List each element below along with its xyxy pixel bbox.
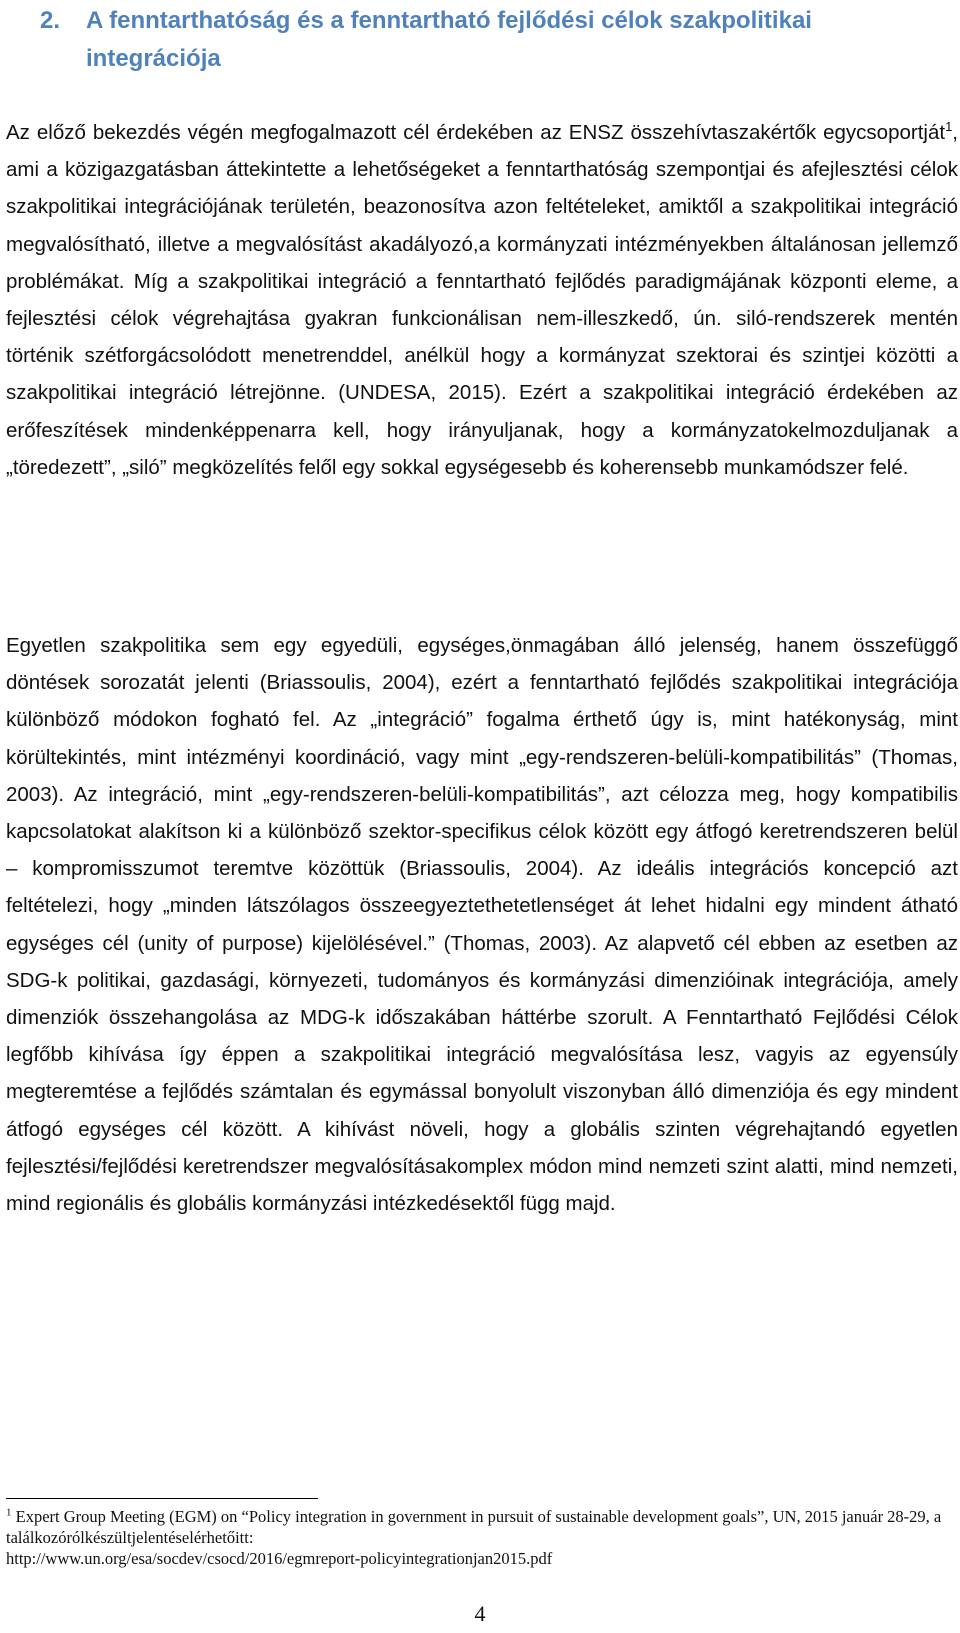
footnote-reference[interactable]: 1 (945, 119, 953, 135)
paragraph-1 (6, 114, 958, 486)
section-heading (40, 2, 940, 78)
page-number: 4 (474, 1601, 486, 1626)
paragraph-1-text-start: Az előző bekezdés végén megfogalmazott cél érdekében az ENSZ összehívtaszakértők egycsoportját (6, 121, 946, 144)
footnote (6, 1506, 956, 1569)
paragraph-1-text-end: , ami a közigazgatásban áttekintette a lehetőségeket a fenntarthatóság szempontjai és afejlesztési célok szakpolitikai integrációjának területén, beazonosítva azon feltételeket, amiktől a szakpolitikai integráció megvalósítható, illetve a megvalósítást akadályozó,a kormányzati intézményekben általánosan jellemző problémákat. Míg a szakpolitikai integráció a fenntartható fejlődés paradigmájának központi eleme, a fejlesztési célok végrehajtása gyakran funkcionálisan nem-illeszkedő, ún. siló-rendszerek mentén történik szétforgácsolódott menetrenddel, anélkül hogy a kormányzat szektorai és szintjei közötti a szakpolitikai integráció létrejönne. (UNDESA, 2015). Ezért a szakpolitikai integráció érdekében az erőfeszítések mindenképpenarra kell, hogy irányuljanak, hogy a kormányzatokelmozduljanak a „töredezett”, „siló” megközelítés felől egy sokkal egységesebb és koherensebb munkamódszer felé. (6, 121, 958, 479)
footnote-separator (6, 1498, 318, 1499)
paragraph-2: Egyetlen szakpolitika sem egy egyedüli, egységes,önmagában álló jelenség, hanem összefüggő döntések sorozatát jelenti (Briassoulis, 2004), ezért a fenntartható fejlődés szakpolitikai integrációja különböző módokon fogható fel. Az „integráció” fogalma érthető úgy is, mint hatékonyság, mint körültekintés, mint intézményi koordináció, vagy mint „egy-rendszeren-belüli-kompatibilitás” (Thomas, 2003). Az integráció, mint „egy-rendszeren-belüli-kompatibilitás”, azt célozza meg, hogy kompatibilis kapcsolatokat alakítson ki a különböző szektor-specifikus célok között egy átfogó keretrendszeren belül – kompromisszumot teremtve közöttük (Briassoulis, 2004). Az ideális integrációs koncepció azt feltételezi, hogy „minden látszólagos összeegyeztethetetlenséget át lehet hidalni egy mindent átható egységes cél (unity of purpose) kijelölésével.” (Thomas, 2003). Az alapvető cél ebben az esetben az SDG-k politikai, gazdasági, környezeti, tudományos és kormányzási dimenzióinak integrációja, amely dimenziók összehangolása az MDG-k időszakában háttérbe szorult. A Fenntartható Fejlődési Célok legfőbb kihívása így éppen a szakpolitikai integráció megvalósítása lesz, vagyis az egyensúly megteremtése a fejlődés számtalan és egymással bonyolult viszonyban álló dimenziója és egy mindent átfogó egységes cél között. A kihívást növeli, hogy a globális szinten végrehajtandó egyetlen fejlesztési/fejlődési keretrendszer megvalósításakomplex módon mind nemzeti szint alatti, mind nemzeti, mind regionális és globális kormányzási intézkedésektől függ majd. (6, 634, 958, 1216)
section-title: A fenntarthatóság és a fenntartható fejlődési célok szakpolitikai integrációja (86, 7, 812, 72)
footnote-text: Expert Group Meeting (EGM) on “Policy integration in government in pursuit of sustainable development goals”, UN, 2015 január 28-29, a találkozórólkészültjelentéselérhetőitt: (6, 1507, 942, 1547)
section-number: 2. (40, 7, 61, 34)
footnote-url[interactable]: http://www.un.org/esa/socdev/csocd/2016/egmreport-policyintegrationjan2015.pdf (6, 1549, 553, 1568)
footnote-mark: 1 (6, 1506, 12, 1519)
